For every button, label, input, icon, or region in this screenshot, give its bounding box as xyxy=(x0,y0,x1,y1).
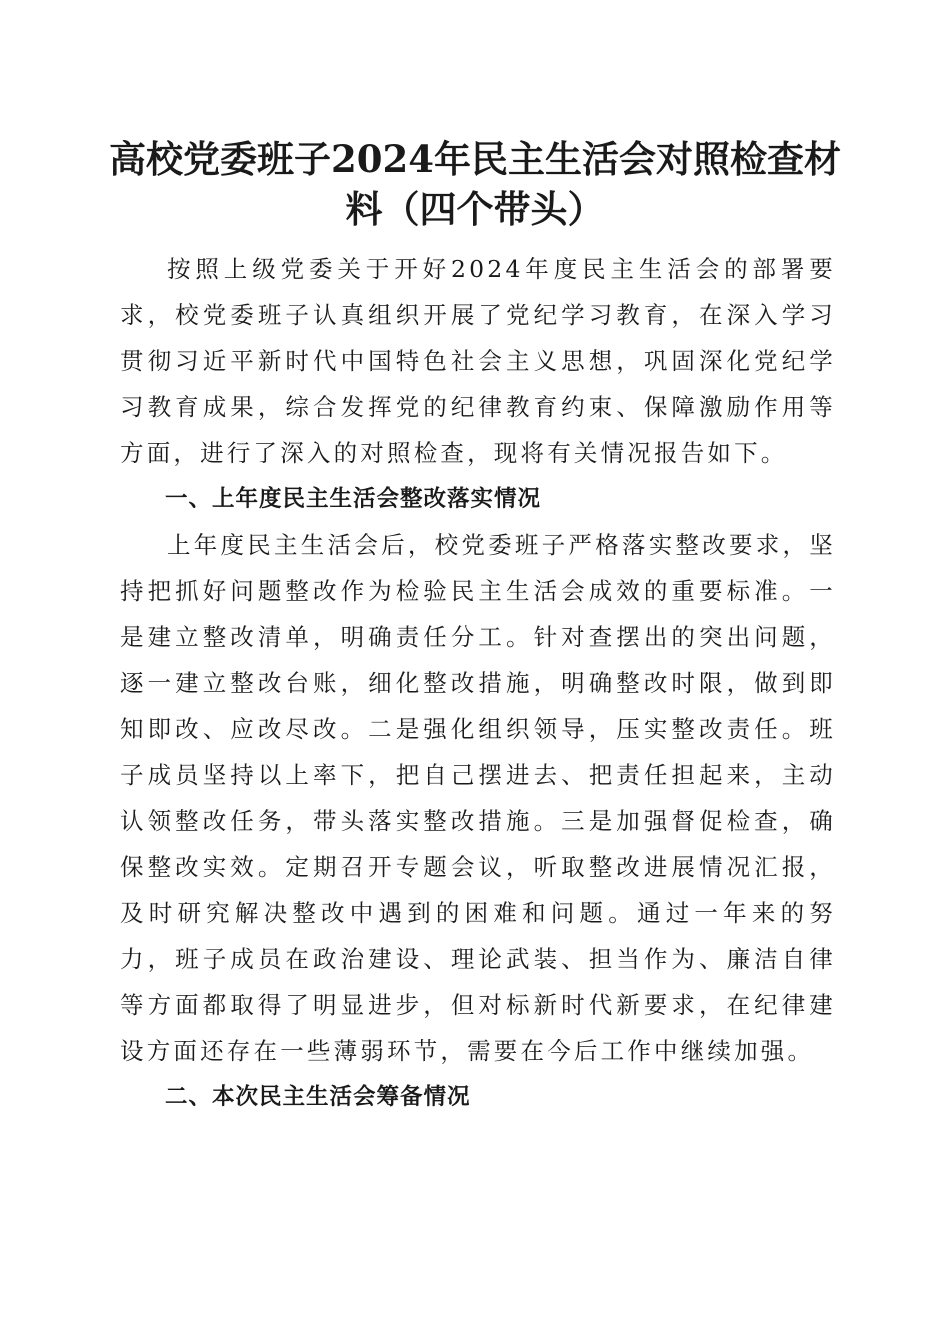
section-1-heading: 一、上年度民主生活会整改落实情况 xyxy=(165,486,542,512)
document-title-line-2: 料（四个带头） xyxy=(345,187,605,231)
section-2-heading: 二、本次民主生活会筹备情况 xyxy=(165,1084,471,1110)
document-title-line-1: 高校党委班子2024年民主生活会对照检查材 xyxy=(109,137,841,181)
intro-paragraph: 按照上级党委关于开好2024年度民主生活会的部署要求，校党委班子认真组织开展了党纪学习教育，在深入学习贯彻习近平新时代中国特色社会主义思想，巩固深化党纪学习教育成果，综合发挥党的纪律教育约束、保障激励作用等方面，进行了深入的对照检查，现将有关情况报告如下。 xyxy=(120,255,836,467)
section-1-paragraph: 上年度民主生活会后，校党委班子严格落实整改要求，坚持把抓好问题整改作为检验民主生活会成效的重要标准。一是建立整改清单，明确责任分工。针对查摆出的突出问题，逐一建立整改台账，细化整改措施，明确整改时限，做到即知即改、应改尽改。二是强化组织领导，压实整改责任。班子成员坚持以上率下，把自己摆进去、把责任担起来，主动认领整改任务，带头落实整改措施。三是加强督促检查，确保整改实效。定期召开专题会议，听取整改进展情况汇报，及时研究解决整改中遇到的困难和问题。通过一年来的努力，班子成员在政治建设、理论武装、担当作为、廉洁自律等方面都取得了明显进步，但对标新时代新要求，在纪律建设方面还存在一些薄弱环节，需要在今后工作中继续加强。 xyxy=(120,531,836,1065)
document-title xyxy=(100,134,850,234)
document-body xyxy=(120,246,836,1120)
